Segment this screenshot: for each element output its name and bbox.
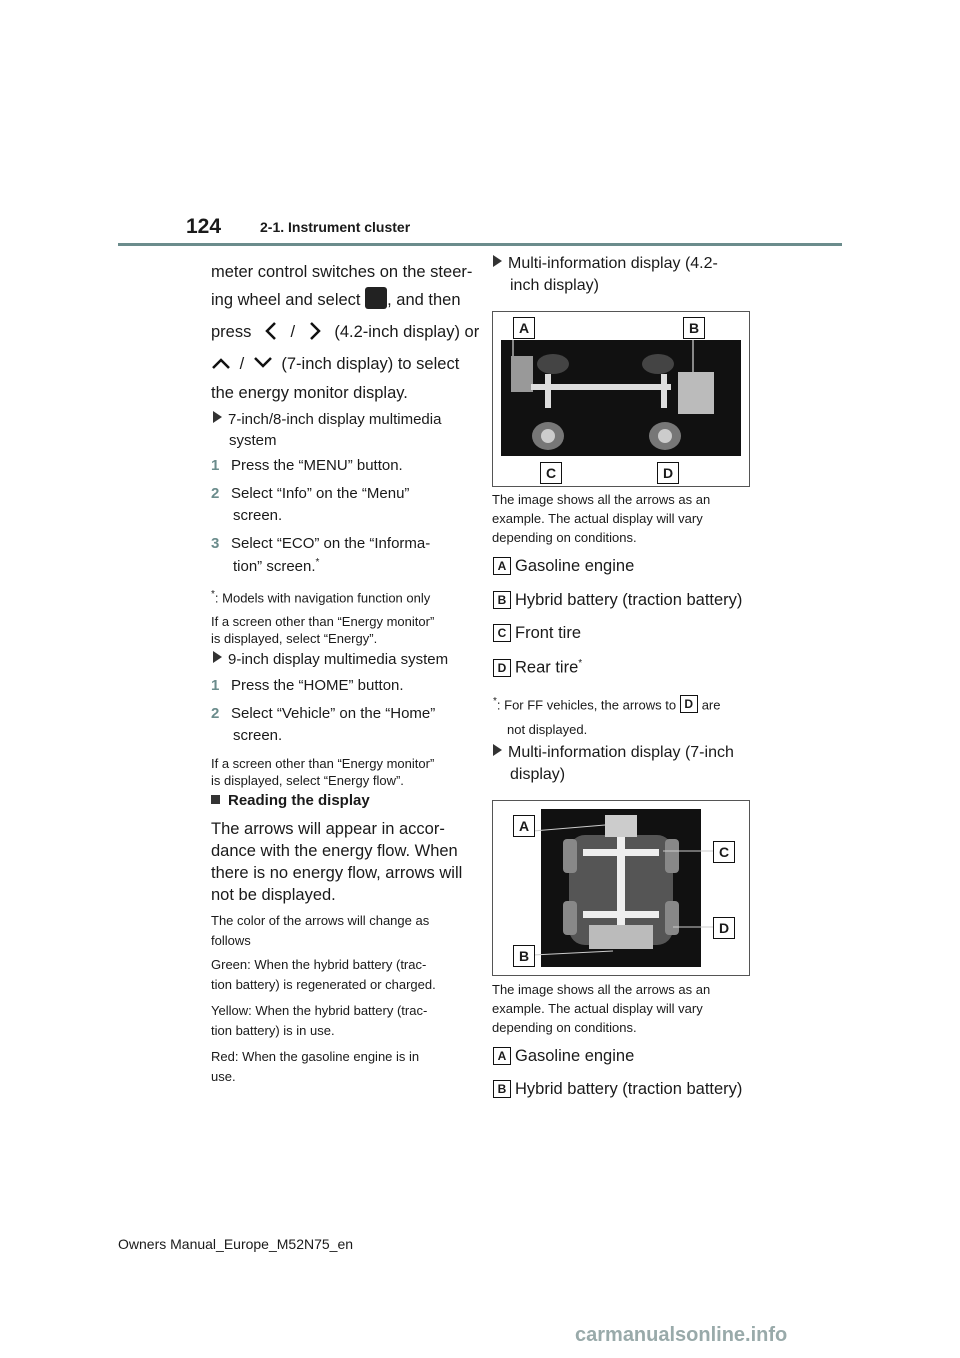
reading-title: Reading the display [211,792,370,809]
chevron-right-icon [306,321,324,341]
reading-paragraph: The arrows will appear in accor- dance with the energy flow. When there is no energy flow, arrows will not be displayed. [211,820,463,904]
yellow-note: Yellow: When the hybrid battery (trac- tion battery) is in use. [211,1003,428,1038]
legend1-b: B Hybrid battery (traction battery) [493,591,742,610]
step-1-2-cont: screen. [233,507,283,524]
chevron-down-icon [253,356,273,370]
step-1-2: 2 Select “Info” on the “Menu” [211,485,410,502]
legend1-a: A Gasoline engine [493,557,634,576]
fig1-label-a: A [513,317,535,339]
square-bullet-icon [211,795,220,804]
sub1-title-2: system [229,432,277,449]
caption-1: The image shows all the arrows as an example. The actual display will vary depending on conditions. [492,492,711,545]
triangle-bullet-icon [213,411,222,423]
car-energy-icon [365,287,387,309]
intro-line-4: / (7-inch display) to select [211,354,459,374]
energy-figure-7inch [492,800,750,976]
footnote-1: *: Models with navigation function only [211,589,431,606]
header-rule [118,243,842,246]
step-1-1: 1 Press the “MENU” button. [211,457,403,474]
step-1-3: 3 Select “ECO” on the “Informa- [211,535,431,552]
color-note: The color of the arrows will change as follows [211,913,430,948]
legend1-c: C Front tire [493,624,581,643]
fig1-label-b: B [683,317,705,339]
section-title: 2-1. Instrument cluster [260,219,411,235]
legend2-b: B Hybrid battery (traction battery) [493,1080,742,1099]
triangle-bullet-icon [493,255,502,267]
sub3-title: Multi-information display (4.2- [493,255,718,273]
step-1-3-cont: tion” screen.* [233,557,320,575]
fig2-label-c: C [713,841,735,863]
sub4-title: Multi-information display (7-inch [493,744,734,762]
watermark[interactable]: carmanualsonline.info [575,1324,788,1346]
triangle-bullet-icon [213,651,222,663]
intro-line-5: the energy monitor display. [211,384,408,402]
fig1-label-d: D [657,462,679,484]
red-note: Red: When the gasoline engine is in use. [211,1049,420,1084]
legend1-d: D Rear tire* [493,658,582,678]
ff-note-2: not displayed. [507,722,588,737]
sub4-title-2: display) [510,766,566,783]
fig2-label-d: D [713,917,735,939]
sub3-title-2: inch display) [510,277,599,294]
caption-2: The image shows all the arrows as an example. The actual display will vary depending on conditions. [492,982,711,1035]
ff-note: *: For FF vehicles, the arrows to D are [493,696,721,713]
triangle-bullet-icon [493,744,502,756]
sub2-title: 9-inch display multimedia system [213,651,448,668]
step-2-1: 1 Press the “HOME” button. [211,677,404,694]
chevron-up-icon [211,356,231,370]
step-2-2-cont: screen. [233,727,283,744]
note-2: If a screen other than “Energy monitor” is displayed, select “Energy flow”. [211,756,435,788]
note-1: If a screen other than “Energy monitor” is displayed, select “Energy”. [211,614,435,646]
intro-line-2: ing wheel and select , and then [211,287,461,310]
fig2-label-a: A [513,815,535,837]
chevron-left-icon [262,321,280,341]
step-2-2: 2 Select “Vehicle” on the “Home” [211,705,436,722]
legend2-a: A Gasoline engine [493,1047,634,1066]
intro-line-3: press / (4.2-inch display) or [211,323,480,341]
sub1-title: 7-inch/8-inch display multimedia [213,411,441,428]
footer-text: Owners Manual_Europe_M52N75_en [118,1236,354,1252]
fig1-label-c: C [540,462,562,484]
intro-line-1: meter control switches on the steer- [211,263,473,281]
green-note: Green: When the hybrid battery (trac- tion battery) is regenerated or charged. [211,957,436,992]
fig2-label-b: B [513,945,535,967]
page-number: 124 [186,215,222,238]
energy-figure-4inch [492,311,750,487]
